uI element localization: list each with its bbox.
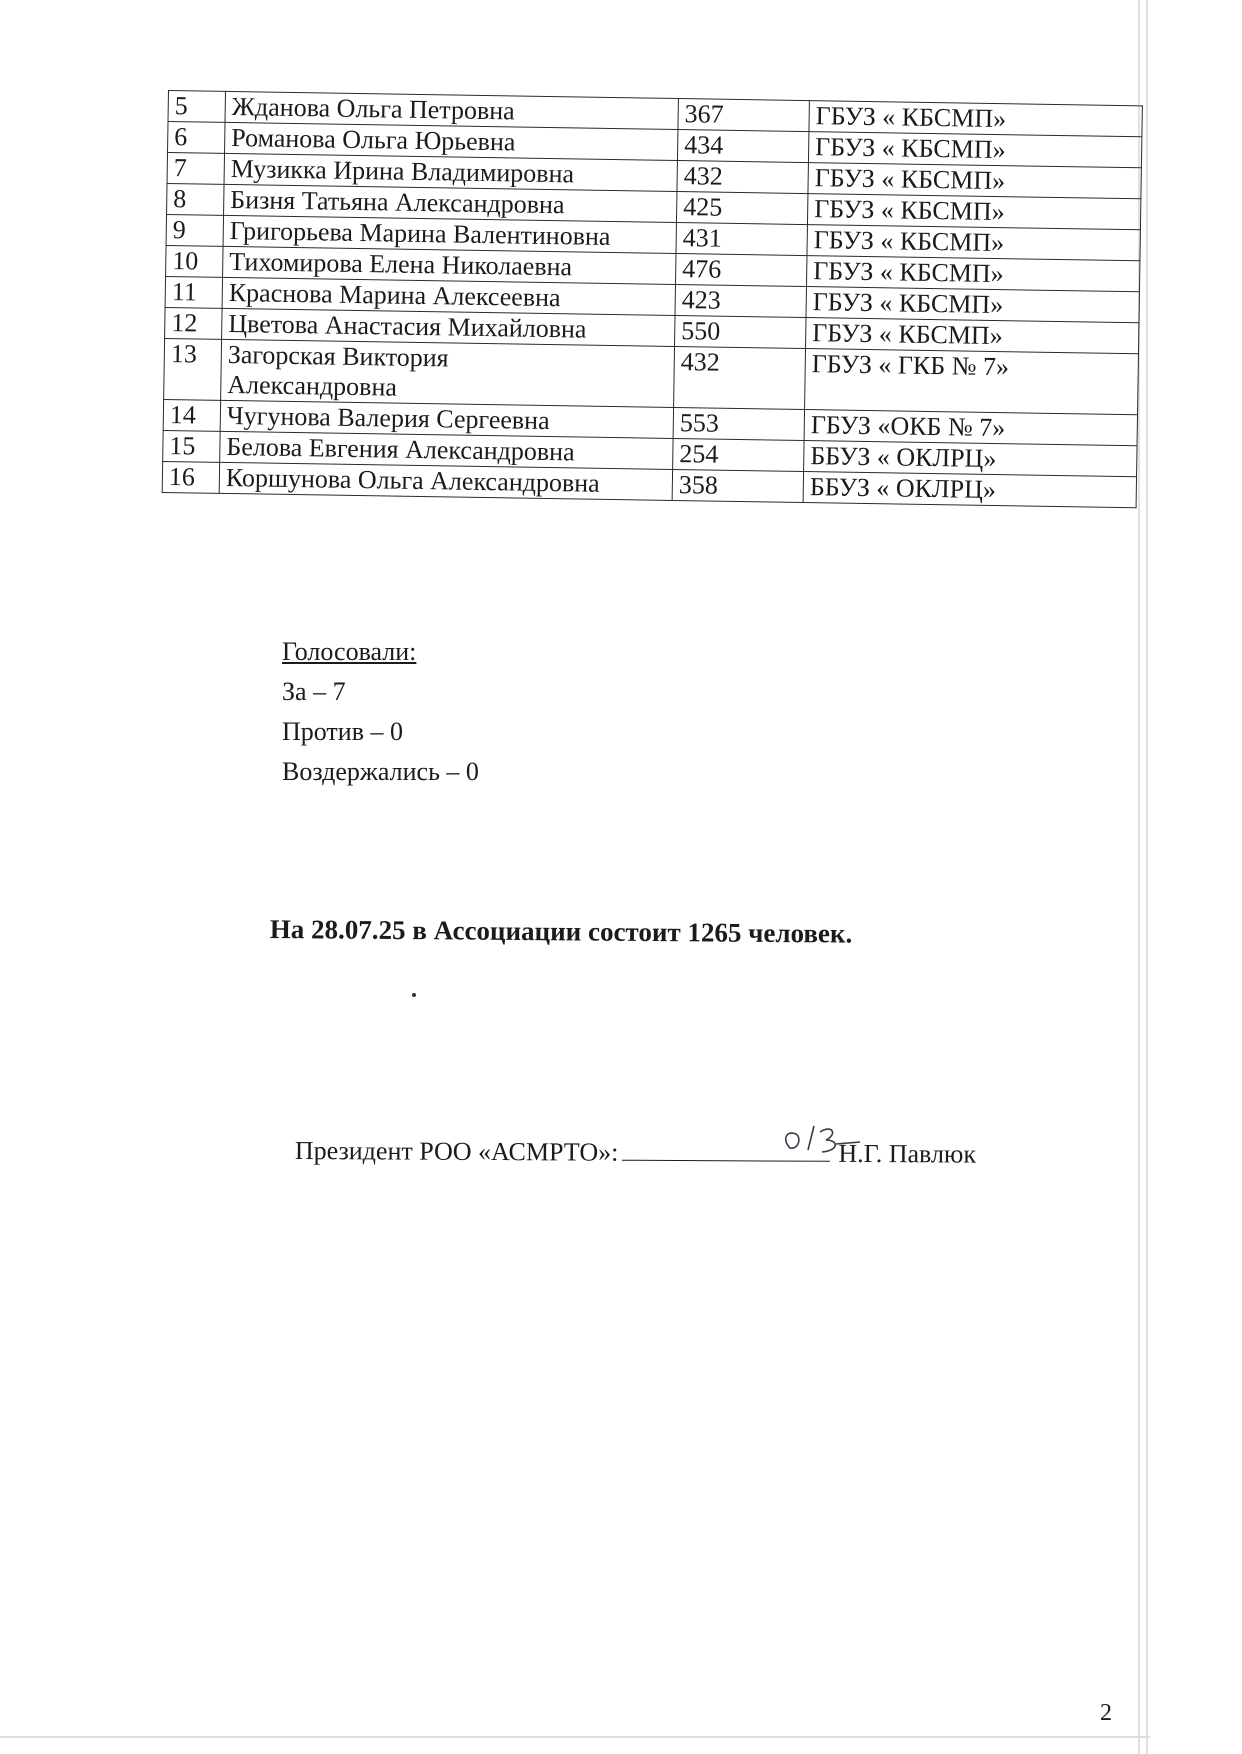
- row-number-cell: 11: [165, 276, 222, 308]
- organization-cell: ГБУЗ « КБСМП»: [806, 318, 1139, 354]
- organization-cell: ГБУЗ « КБСМП»: [806, 256, 1139, 292]
- voting-results: [282, 632, 479, 792]
- scan-edge-line: [1146, 0, 1148, 1754]
- voting-header: Голосовали:: [282, 637, 417, 666]
- member-name-cell: [221, 339, 675, 407]
- votes-abstained: Воздержались – 0: [282, 757, 479, 786]
- row-number-cell: 12: [165, 307, 222, 339]
- member-name: Чугунова Валерия Сергеевна: [226, 400, 550, 436]
- member-number-cell: 550: [675, 315, 806, 348]
- member-number-cell: 432: [677, 161, 808, 194]
- member-number-cell: 553: [673, 407, 804, 440]
- row-number-cell: 13: [164, 338, 222, 400]
- row-number-cell: 16: [162, 461, 219, 493]
- member-number-cell: 431: [676, 223, 807, 256]
- member-name-line2: Александровна: [227, 369, 398, 402]
- member-number-cell: 425: [676, 192, 807, 225]
- row-number-cell: 8: [167, 183, 224, 215]
- member-number-cell: 434: [677, 130, 808, 163]
- organization-cell: ББУЗ « ОКЛРЦ»: [803, 472, 1136, 508]
- member-name: Григорьева Марина Валентиновна: [229, 215, 611, 251]
- votes-against: Против – 0: [282, 717, 403, 746]
- scan-bottom-line: [0, 1736, 1150, 1738]
- member-number-cell: 358: [672, 469, 803, 502]
- row-number-cell: 10: [166, 245, 223, 277]
- row-number-cell: 15: [163, 430, 220, 462]
- organization-cell: ГБУЗ « ГКБ № 7»: [805, 349, 1139, 415]
- member-number-cell: 367: [678, 99, 809, 132]
- row-number-cell: 6: [168, 122, 225, 154]
- stray-dot: [412, 993, 416, 997]
- organization-cell: ГБУЗ «ОКБ № 7»: [804, 410, 1137, 446]
- member-name: Цветова Анастасия Михайловна: [228, 308, 587, 344]
- member-name: Жданова Ольга Петровна: [231, 92, 515, 126]
- row-number-cell: 9: [166, 214, 223, 246]
- member-name: Белова Евгения Александровна: [226, 431, 575, 467]
- member-name: Музикка Ирина Владимировна: [230, 153, 575, 189]
- organization-cell: ГБУЗ « КБСМП»: [807, 194, 1140, 230]
- roster-table-wrapper: [162, 90, 1143, 508]
- roster-table-body: [162, 91, 1142, 508]
- member-number-cell: 254: [673, 438, 804, 471]
- row-number-cell: 5: [168, 91, 225, 123]
- organization-cell: ГБУЗ « КБСМП»: [808, 132, 1141, 168]
- row-number-cell: 7: [167, 153, 224, 185]
- member-name-cell: [219, 462, 672, 500]
- row-number-cell: 14: [163, 399, 220, 431]
- member-name: Краснова Марина Алексеевна: [228, 277, 561, 313]
- member-name: Бизня Татьяна Александровна: [230, 184, 565, 220]
- member-number-cell: 476: [676, 253, 807, 286]
- organization-cell: ГБУЗ « КБСМП»: [808, 163, 1141, 199]
- member-number-cell: 423: [675, 284, 806, 317]
- signatory-title: Президент РОО «АСМРТО»:: [294, 1136, 619, 1167]
- organization-cell: ГБУЗ « КБСМП»: [807, 225, 1140, 261]
- votes-for: За – 7: [282, 677, 346, 706]
- organization-cell: ГБУЗ « КБСМП»: [809, 101, 1142, 137]
- signatory-name: Н.Г. Павлюк: [838, 1138, 977, 1169]
- member-name: Коршунова Ольга Александровна: [225, 462, 600, 498]
- organization-cell: ББУЗ « ОКЛРЦ»: [804, 441, 1137, 477]
- member-name: Романова Ольга Юрьевна: [231, 123, 516, 157]
- member-number-cell: 432: [674, 346, 806, 409]
- membership-statement: На 28.07.25 в Ассоциации состоит 1265 человек.: [269, 914, 853, 949]
- page-number: 2: [1100, 1700, 1112, 1726]
- organization-cell: ГБУЗ « КБСМП»: [806, 287, 1139, 323]
- member-name: Загорская Виктория: [227, 339, 449, 373]
- roster-table: [162, 90, 1143, 508]
- handwritten-signature: [776, 1110, 886, 1170]
- member-name: Тихомирова Елена Николаевна: [229, 246, 573, 282]
